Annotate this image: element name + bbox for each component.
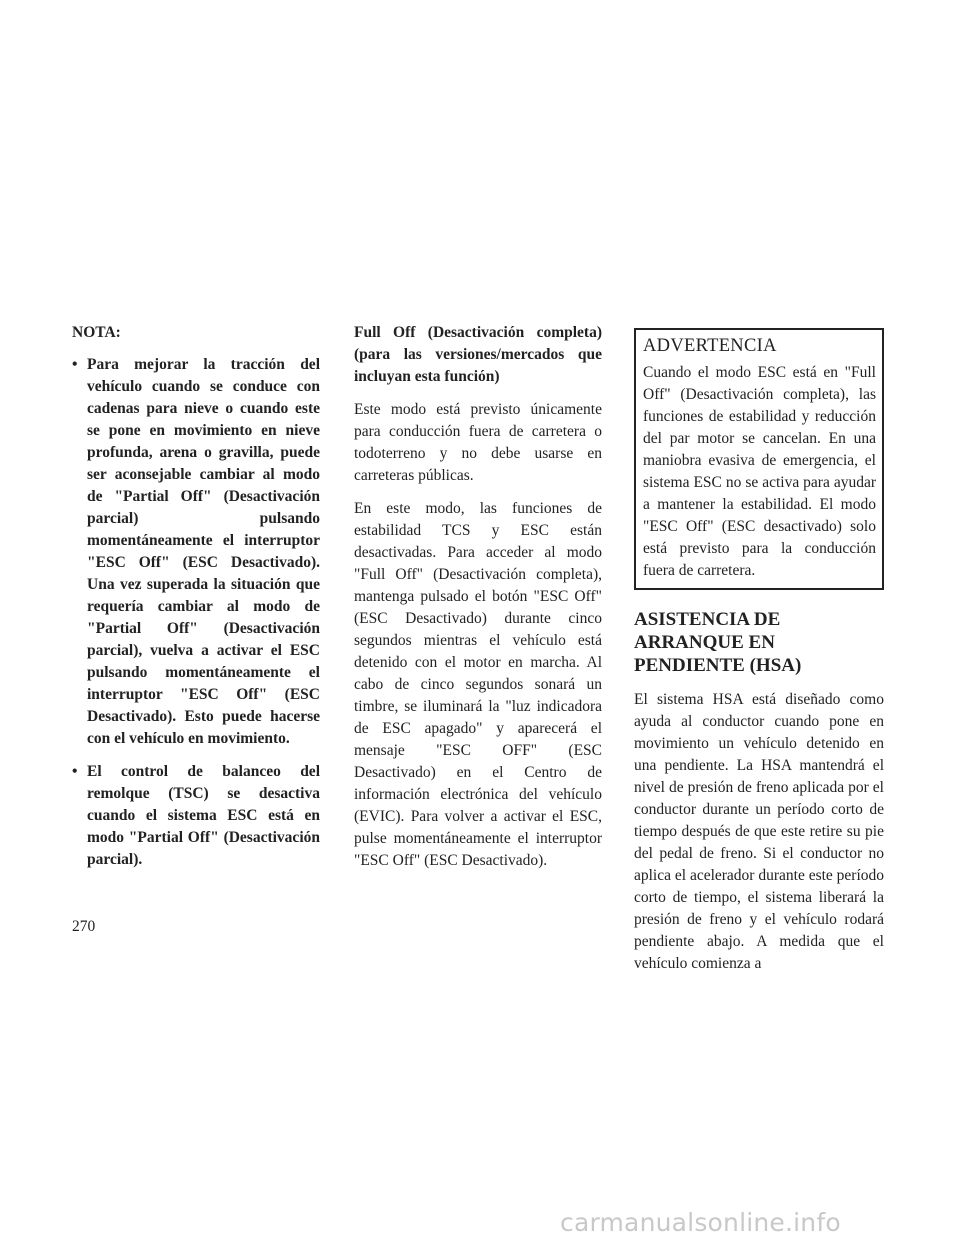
note-bullet-item: • Para mejorar la tracción del vehículo cuando se conduce con cadenas para nieve o cuando este se pone en movimiento en nieve profunda, arena o gravilla, puede ser aconsejable cambiar al modo de "Partial Off" (Desactivación parcial) pulsando momentáneamente el interruptor "ESC Off" (ESC Desactivado). Una vez superada la situación que requería cambiar al modo de "Partial Off" (Desactivación parcial), vuelva a activar el ESC pulsando momentáneamente el interruptor "ESC Off" (ESC Desactivado). Esto puede hacerse con el vehículo en movimiento. xyxy=(72,354,320,750)
right-column xyxy=(634,322,884,986)
body-paragraph: El sistema HSA está diseñado como ayuda al conductor cuando pone en movimiento un vehículo detenido en una pendiente. La HSA mantendrá el nivel de presión de freno aplicada por el conductor durante un período corto de tiempo después de que este retire su pie del pedal de freno. Si el conductor no aplica el acelerador durante este período corto de tiempo, el sistema liberará la presión de freno y el vehículo rodará pendiente abajo. A medida que el vehículo comienza a xyxy=(634,691,885,972)
body-paragraph: En este modo, las funciones de estabilidad TCS y ESC están desactivadas. Para acceder al modo "Full Off" (Desactivación completa), mantenga pulsado el botón "ESC Off" (ESC Desactivado) durante cinco segundos mientras el vehículo está detenido con el motor en marcha. Al cabo de cinco segundos sonará un timbre, se iluminará la "luz indicadora de ESC apagado" y aparecerá el mensaje "ESC OFF" (ESC Desactivado) en el Centro de información electrónica del vehículo (EVIC). Para volver a activar el ESC, pulse momentáneamente el interruptor "ESC Off" (ESC Desactivado). xyxy=(354,500,602,869)
full-off-subheading: Full Off (Desactivación completa) (para las versiones/mercados que incluyan esta función) xyxy=(354,324,602,385)
note-label: NOTA: xyxy=(72,324,121,341)
note-bullet-list xyxy=(72,354,320,871)
left-column xyxy=(72,322,320,882)
middle-column xyxy=(354,322,602,883)
warning-text: Cuando el modo ESC está en "Full Off" (Desactivación completa), las funciones de estabilidad y reducción del par motor se cancelan. En una maniobra evasiva de emergencia, el sistema ESC no se activa para ayudar a mantener la estabilidad. El modo "ESC Off" (ESC desactivado) solo está previsto para la conducción fuera de carretera. xyxy=(643,364,876,579)
section-heading: ASISTENCIA DE ARRANQUE EN PENDIENTE (HSA) xyxy=(634,609,802,676)
note-bullet-item: • El control de balanceo del remolque (TSC) se desactiva cuando el sistema ESC está en modo "Partial Off" (Desactivación parcial). xyxy=(72,761,320,871)
body-paragraph: Este modo está previsto únicamente para conducción fuera de carretera o todoterreno y no debe usarse en carreteras públicas. xyxy=(354,401,602,484)
warning-box xyxy=(634,328,884,590)
page-number: 270 xyxy=(72,918,96,935)
warning-title: ADVERTENCIA xyxy=(643,336,777,356)
watermark: carmanualsonline.info xyxy=(560,1208,841,1237)
